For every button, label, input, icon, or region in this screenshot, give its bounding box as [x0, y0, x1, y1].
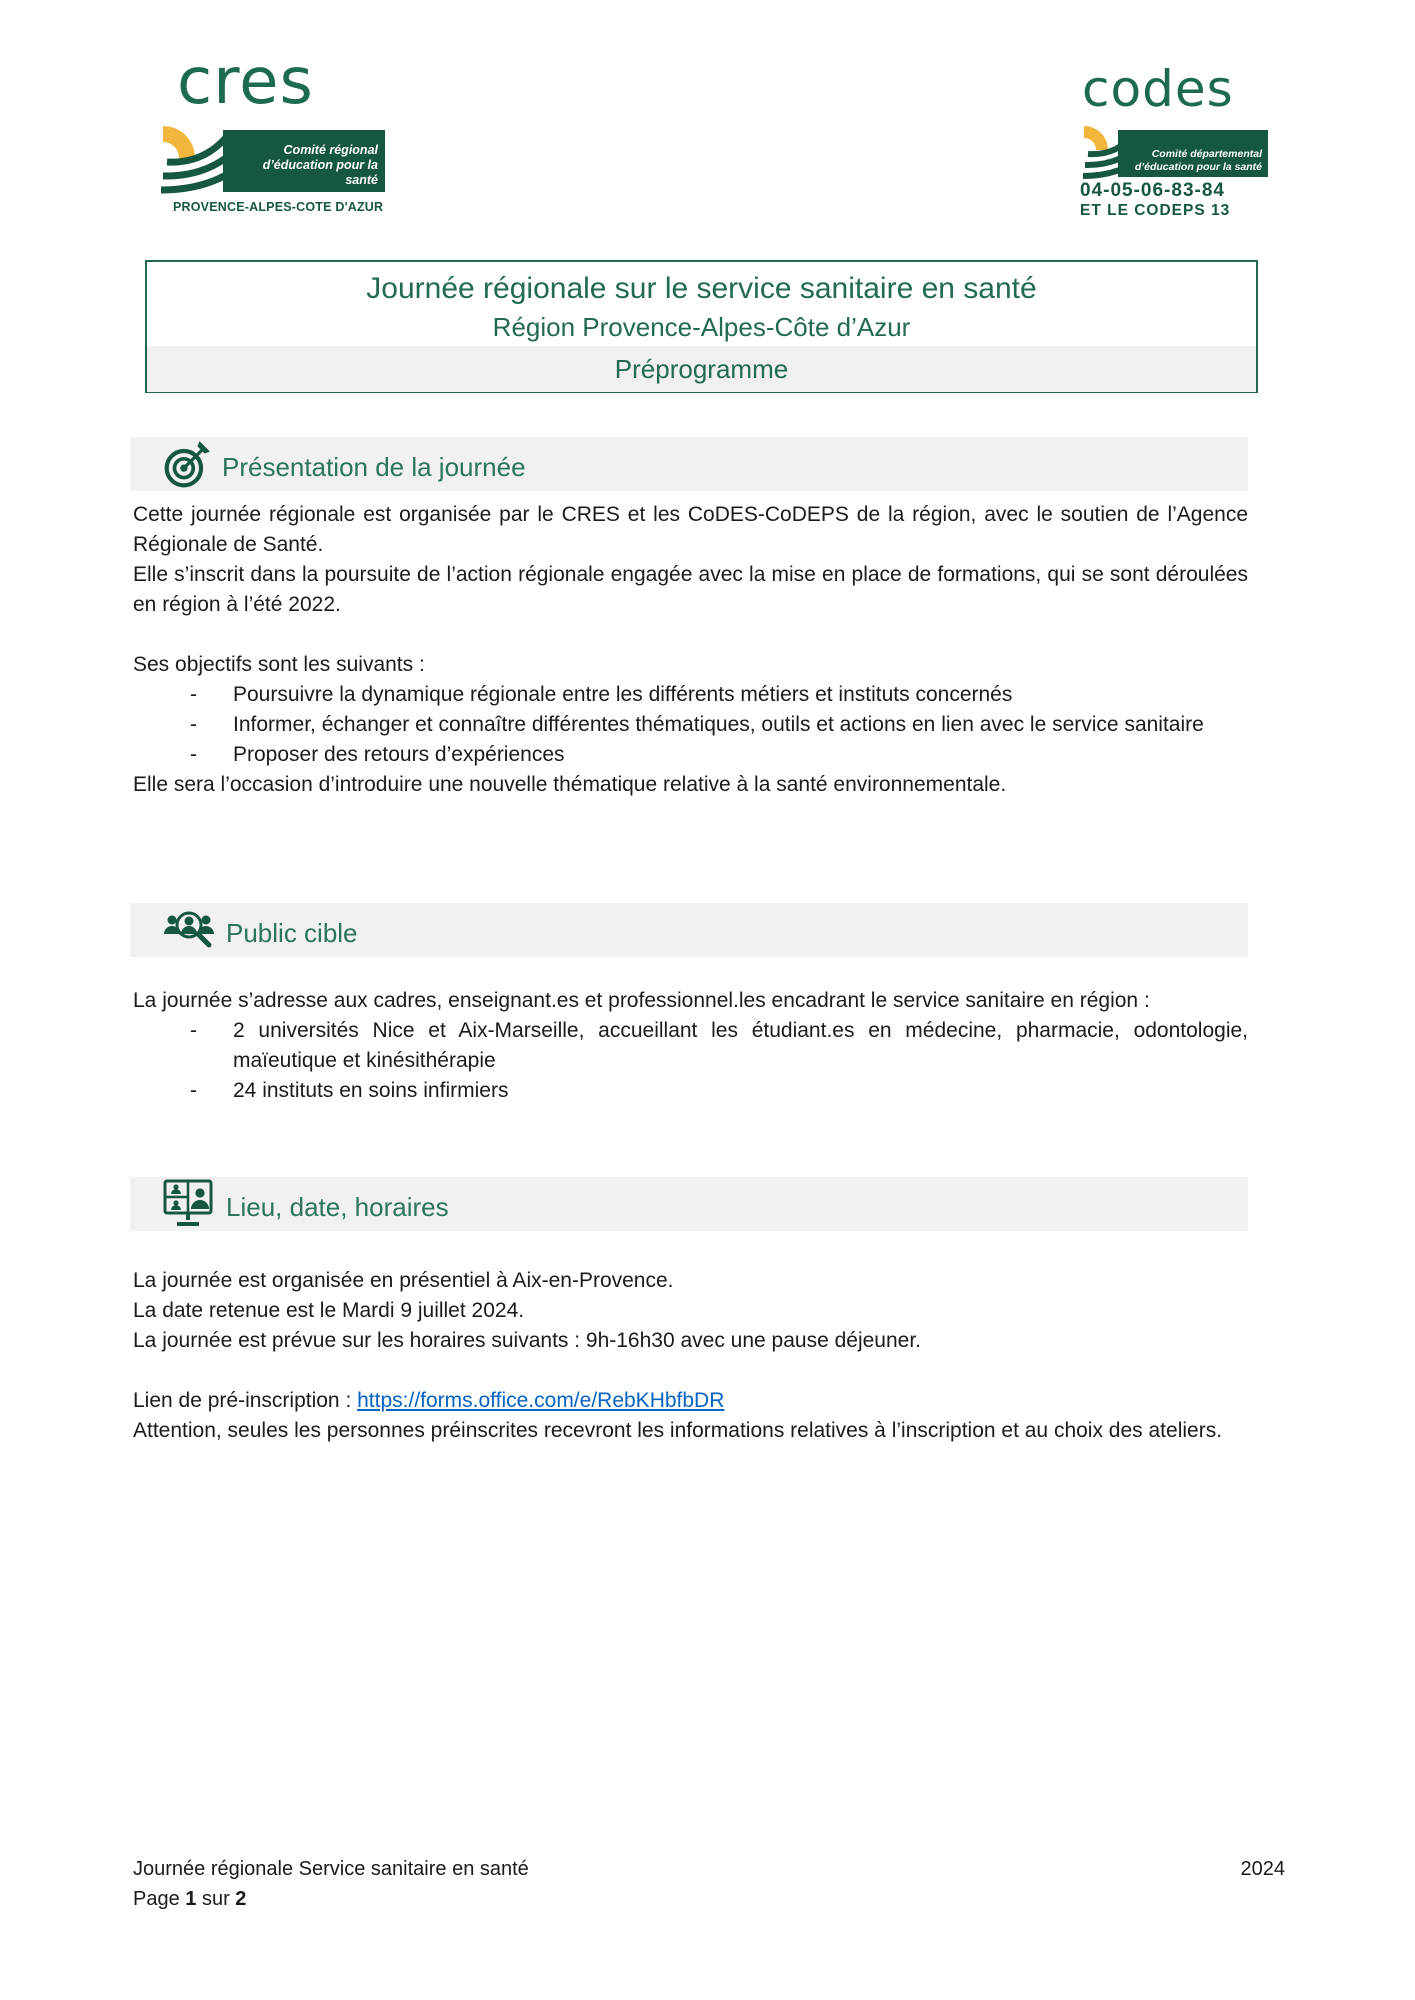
objectives-intro: Ses objectifs sont les suivants : — [133, 653, 425, 676]
footer-page-label — [133, 1884, 1285, 1914]
paragraph: La date retenue est le Mardi 9 juillet 2024. — [133, 1299, 525, 1322]
footer — [133, 1854, 1285, 1914]
paragraph: La journée est prévue sur les horaires suivants : 9h-16h30 avec une pause déjeuner. — [133, 1329, 922, 1352]
footer-doc-title: Journée régionale Service sanitaire en santé — [133, 1858, 529, 1880]
footer-page-word: Page — [133, 1888, 186, 1910]
section-heading-lieu: Lieu, date, horaires — [226, 1191, 449, 1222]
spacer — [133, 1356, 1248, 1386]
codes-tagline-line2: d’éducation pour la santé — [1134, 161, 1262, 173]
bullet-dash: - — [190, 1019, 197, 1042]
cres-tagline — [223, 130, 385, 192]
bullet-text: Poursuivre la dynamique régionale entre les différents métiers et instituts concernés — [233, 683, 1013, 706]
codes-wordmark: codes — [1082, 60, 1234, 118]
section-heading-public: Public cible — [226, 917, 358, 948]
section-heading-presentation: Présentation de la journée — [222, 451, 526, 482]
codes-phone-label: 04-05-06-83-84 — [1080, 180, 1225, 201]
bullet-item — [133, 740, 1248, 770]
paragraph: La journée s’adresse aux cadres, enseignant.es et professionnel.les encadrant le service sanitaire en région : — [133, 989, 1150, 1012]
preprogram-label: Préprogramme — [147, 346, 1256, 392]
footer-sur-word: sur — [196, 1888, 236, 1910]
paragraph: Elle s’inscrit dans la poursuite de l’action régionale engagée avec la mise en place de formations, qui se sont déroulées en région à l’été 2022. — [133, 563, 1248, 616]
presentation-text — [133, 500, 1248, 800]
audience-search-icon — [162, 907, 216, 953]
title-box — [145, 260, 1258, 393]
bullet-item — [133, 1016, 1248, 1076]
codes-logo — [1080, 60, 1270, 220]
closing-sentence: Elle sera l’occasion d’introduire une nouvelle thématique relative à la santé environnementale. — [133, 773, 1007, 796]
target-dart-icon — [162, 439, 212, 489]
cres-tagline-line1: Comité régional — [283, 143, 378, 157]
bullet-item — [133, 680, 1248, 710]
footer-page-num: 1 — [185, 1888, 197, 1910]
preinscription-label: Lien de pré-inscription : — [133, 1389, 358, 1412]
paragraph: Cette journée régionale est organisée par le CRES et les CoDES-CoDEPS de la région, avec le soutien de l’Agence Régionale de Santé. — [133, 503, 1248, 556]
bullet-text: Informer, échanger et connaître différentes thématiques, outils et actions en lien avec le service sanitaire — [233, 713, 1204, 736]
preinscription-link[interactable]: https://forms.office.com/e/RebKHbfbDR — [357, 1389, 725, 1412]
bullet-text: 2 universités Nice et Aix-Marseille, accueillant les étudiant.es en médecine, pharmacie, odontologie, maïeutique et kinésithérapie — [233, 1019, 1248, 1072]
public-cible-text — [133, 986, 1248, 1106]
region-subtitle: Région Provence-Alpes-Côte d’Azur — [492, 312, 911, 342]
paragraph: La journée est organisée en présentiel à Aix-en-Provence. — [133, 1269, 674, 1292]
section-presentation-bar — [130, 437, 1248, 491]
section-public-bar — [130, 903, 1248, 957]
footer-row — [133, 1854, 1285, 1884]
cres-region-label: PROVENCE-ALPES-COTE D'AZUR — [173, 200, 384, 214]
event-title: Journée régionale sur le service sanitaire en santé — [366, 272, 1037, 305]
cres-logo — [133, 45, 389, 216]
codes-tagline-line1: Comité départemental — [1151, 148, 1262, 160]
video-meeting-icon — [162, 1177, 216, 1231]
section-lieu-bar — [130, 1177, 1248, 1231]
bullet-text: 24 instituts en soins infirmiers — [233, 1079, 509, 1102]
bullet-text: Proposer des retours d’expériences — [233, 743, 565, 766]
cres-tagline-line2: d’éducation pour la santé — [262, 158, 378, 187]
cres-wordmark: cres — [177, 45, 314, 119]
preinscription-line — [133, 1386, 1248, 1416]
bullet-dash: - — [190, 683, 197, 706]
footer-year: 2024 — [1240, 1858, 1285, 1880]
bullet-item — [133, 1076, 1248, 1106]
footer-page-total: 2 — [235, 1888, 247, 1910]
bullet-dash: - — [190, 1079, 197, 1102]
spacer — [133, 620, 1248, 650]
bullet-item — [133, 710, 1248, 740]
codes-tagline — [1118, 130, 1268, 177]
codes-codeps-label: ET LE CODEPS 13 — [1080, 202, 1231, 219]
bullet-dash: - — [190, 743, 197, 766]
warning-text: Attention, seules les personnes préinscrites recevront les informations relatives à l’inscription et au choix des ateliers. — [133, 1419, 1223, 1442]
bullet-dash: - — [190, 713, 197, 736]
lieu-text — [133, 1266, 1248, 1446]
